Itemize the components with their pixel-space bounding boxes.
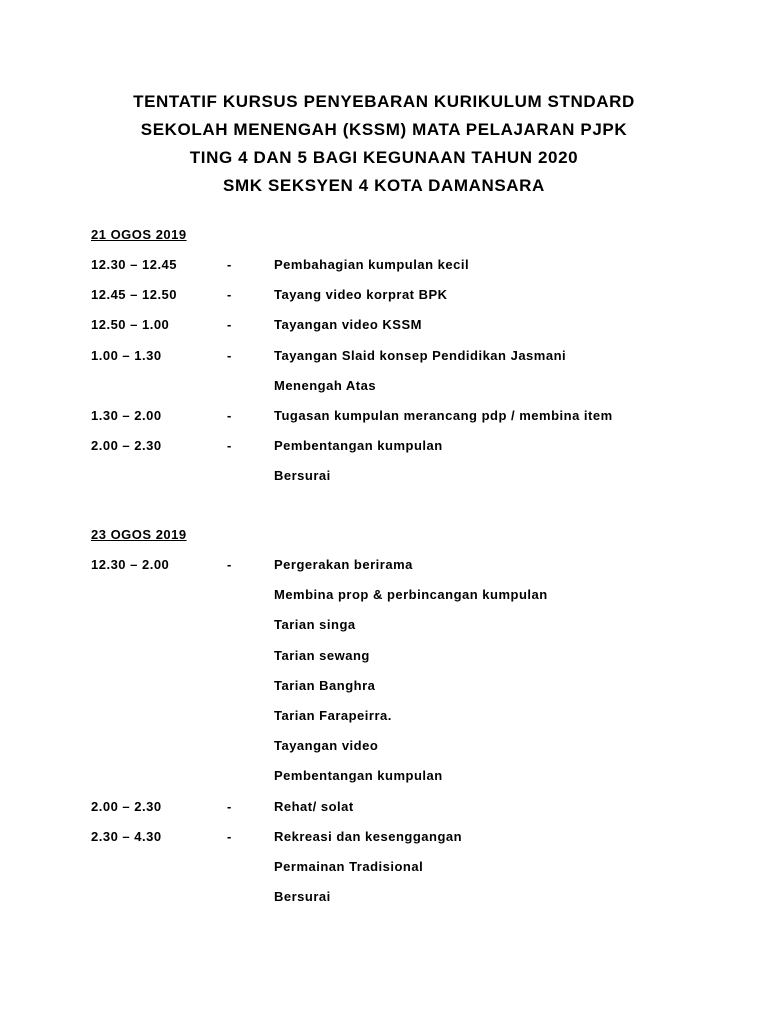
row-time: 12.45 – 12.50 <box>91 287 178 303</box>
schedule-row <box>0 557 768 587</box>
schedule-row <box>0 348 768 378</box>
title-line: SEKOLAH MENENGAH (KSSM) MATA PELAJARAN PJPK <box>140 120 628 139</box>
schedule-row <box>0 317 768 347</box>
row-time: 2.30 – 4.30 <box>91 828 162 844</box>
row-dash: - <box>227 347 232 363</box>
row-activity: Rehat/ solat <box>274 798 354 814</box>
schedule-rows <box>0 257 768 499</box>
row-activity: Tarian singa <box>274 617 356 633</box>
row-activity: Tayangan Slaid konsep Pendidikan Jasmani <box>274 347 567 363</box>
title-line: TENTATIF KURSUS PENYEBARAN KURIKULUM STNDARD <box>133 92 635 111</box>
row-activity: Pembentangan kumpulan <box>274 768 443 784</box>
row-activity: Tarian Banghra <box>274 677 376 693</box>
row-activity: Bersurai <box>274 468 331 484</box>
schedule-row <box>0 408 768 438</box>
row-dash: - <box>227 798 232 814</box>
schedule-row <box>0 799 768 829</box>
schedule-row <box>0 738 768 768</box>
row-activity: Permainan Tradisional <box>274 858 424 874</box>
title-line: SMK SEKSYEN 4 KOTA DAMANSARA <box>223 176 545 195</box>
row-time: 2.00 – 2.30 <box>91 798 162 814</box>
row-time: 12.50 – 1.00 <box>91 317 170 333</box>
row-dash: - <box>227 287 232 303</box>
schedule-row <box>0 287 768 317</box>
row-dash: - <box>227 828 232 844</box>
schedule-row <box>0 617 768 647</box>
row-time: 1.00 – 1.30 <box>91 347 162 363</box>
row-activity: Menengah Atas <box>274 377 377 393</box>
row-dash: - <box>227 317 232 333</box>
section-date: 21 OGOS 2019 <box>91 227 187 242</box>
row-activity: Bersurai <box>274 889 331 905</box>
row-time: 1.30 – 2.00 <box>91 407 162 423</box>
schedule-row <box>0 438 768 468</box>
schedule-row <box>0 859 768 889</box>
schedule-row <box>0 587 768 617</box>
row-time: 12.30 – 12.45 <box>91 257 178 272</box>
schedule-row <box>0 468 768 498</box>
document-title <box>0 88 768 200</box>
row-activity: Tayangan video <box>274 738 379 754</box>
row-activity: Pembahagian kumpulan kecil <box>274 257 470 272</box>
row-activity: Tugasan kumpulan merancang pdp / membina item <box>274 407 613 423</box>
row-dash: - <box>227 407 232 423</box>
title-line: TING 4 DAN 5 BAGI KEGUNAAN TAHUN 2020 <box>189 148 579 167</box>
row-time: 12.30 – 2.00 <box>91 557 170 572</box>
row-activity: Membina prop & perbincangan kumpulan <box>274 587 548 603</box>
schedule-row <box>0 708 768 738</box>
schedule-row <box>0 648 768 678</box>
schedule-row <box>0 768 768 798</box>
row-dash: - <box>227 257 232 272</box>
row-activity: Pergerakan berirama <box>274 557 413 572</box>
row-activity: Tayang video korprat BPK <box>274 287 448 303</box>
section-date: 23 OGOS 2019 <box>91 527 187 542</box>
row-activity: Tarian Farapeirra. <box>274 707 392 723</box>
row-activity: Tayangan video KSSM <box>274 317 422 333</box>
row-dash: - <box>227 557 232 572</box>
schedule-row <box>0 889 768 919</box>
row-dash: - <box>227 438 232 454</box>
schedule-row <box>0 829 768 859</box>
row-activity: Rekreasi dan kesenggangan <box>274 828 463 844</box>
schedule-row <box>0 378 768 408</box>
schedule-row <box>0 257 768 287</box>
schedule-rows <box>0 557 768 919</box>
row-time: 2.00 – 2.30 <box>91 438 162 454</box>
row-activity: Tarian sewang <box>274 647 370 663</box>
row-activity: Pembentangan kumpulan <box>274 438 443 454</box>
schedule-row <box>0 678 768 708</box>
